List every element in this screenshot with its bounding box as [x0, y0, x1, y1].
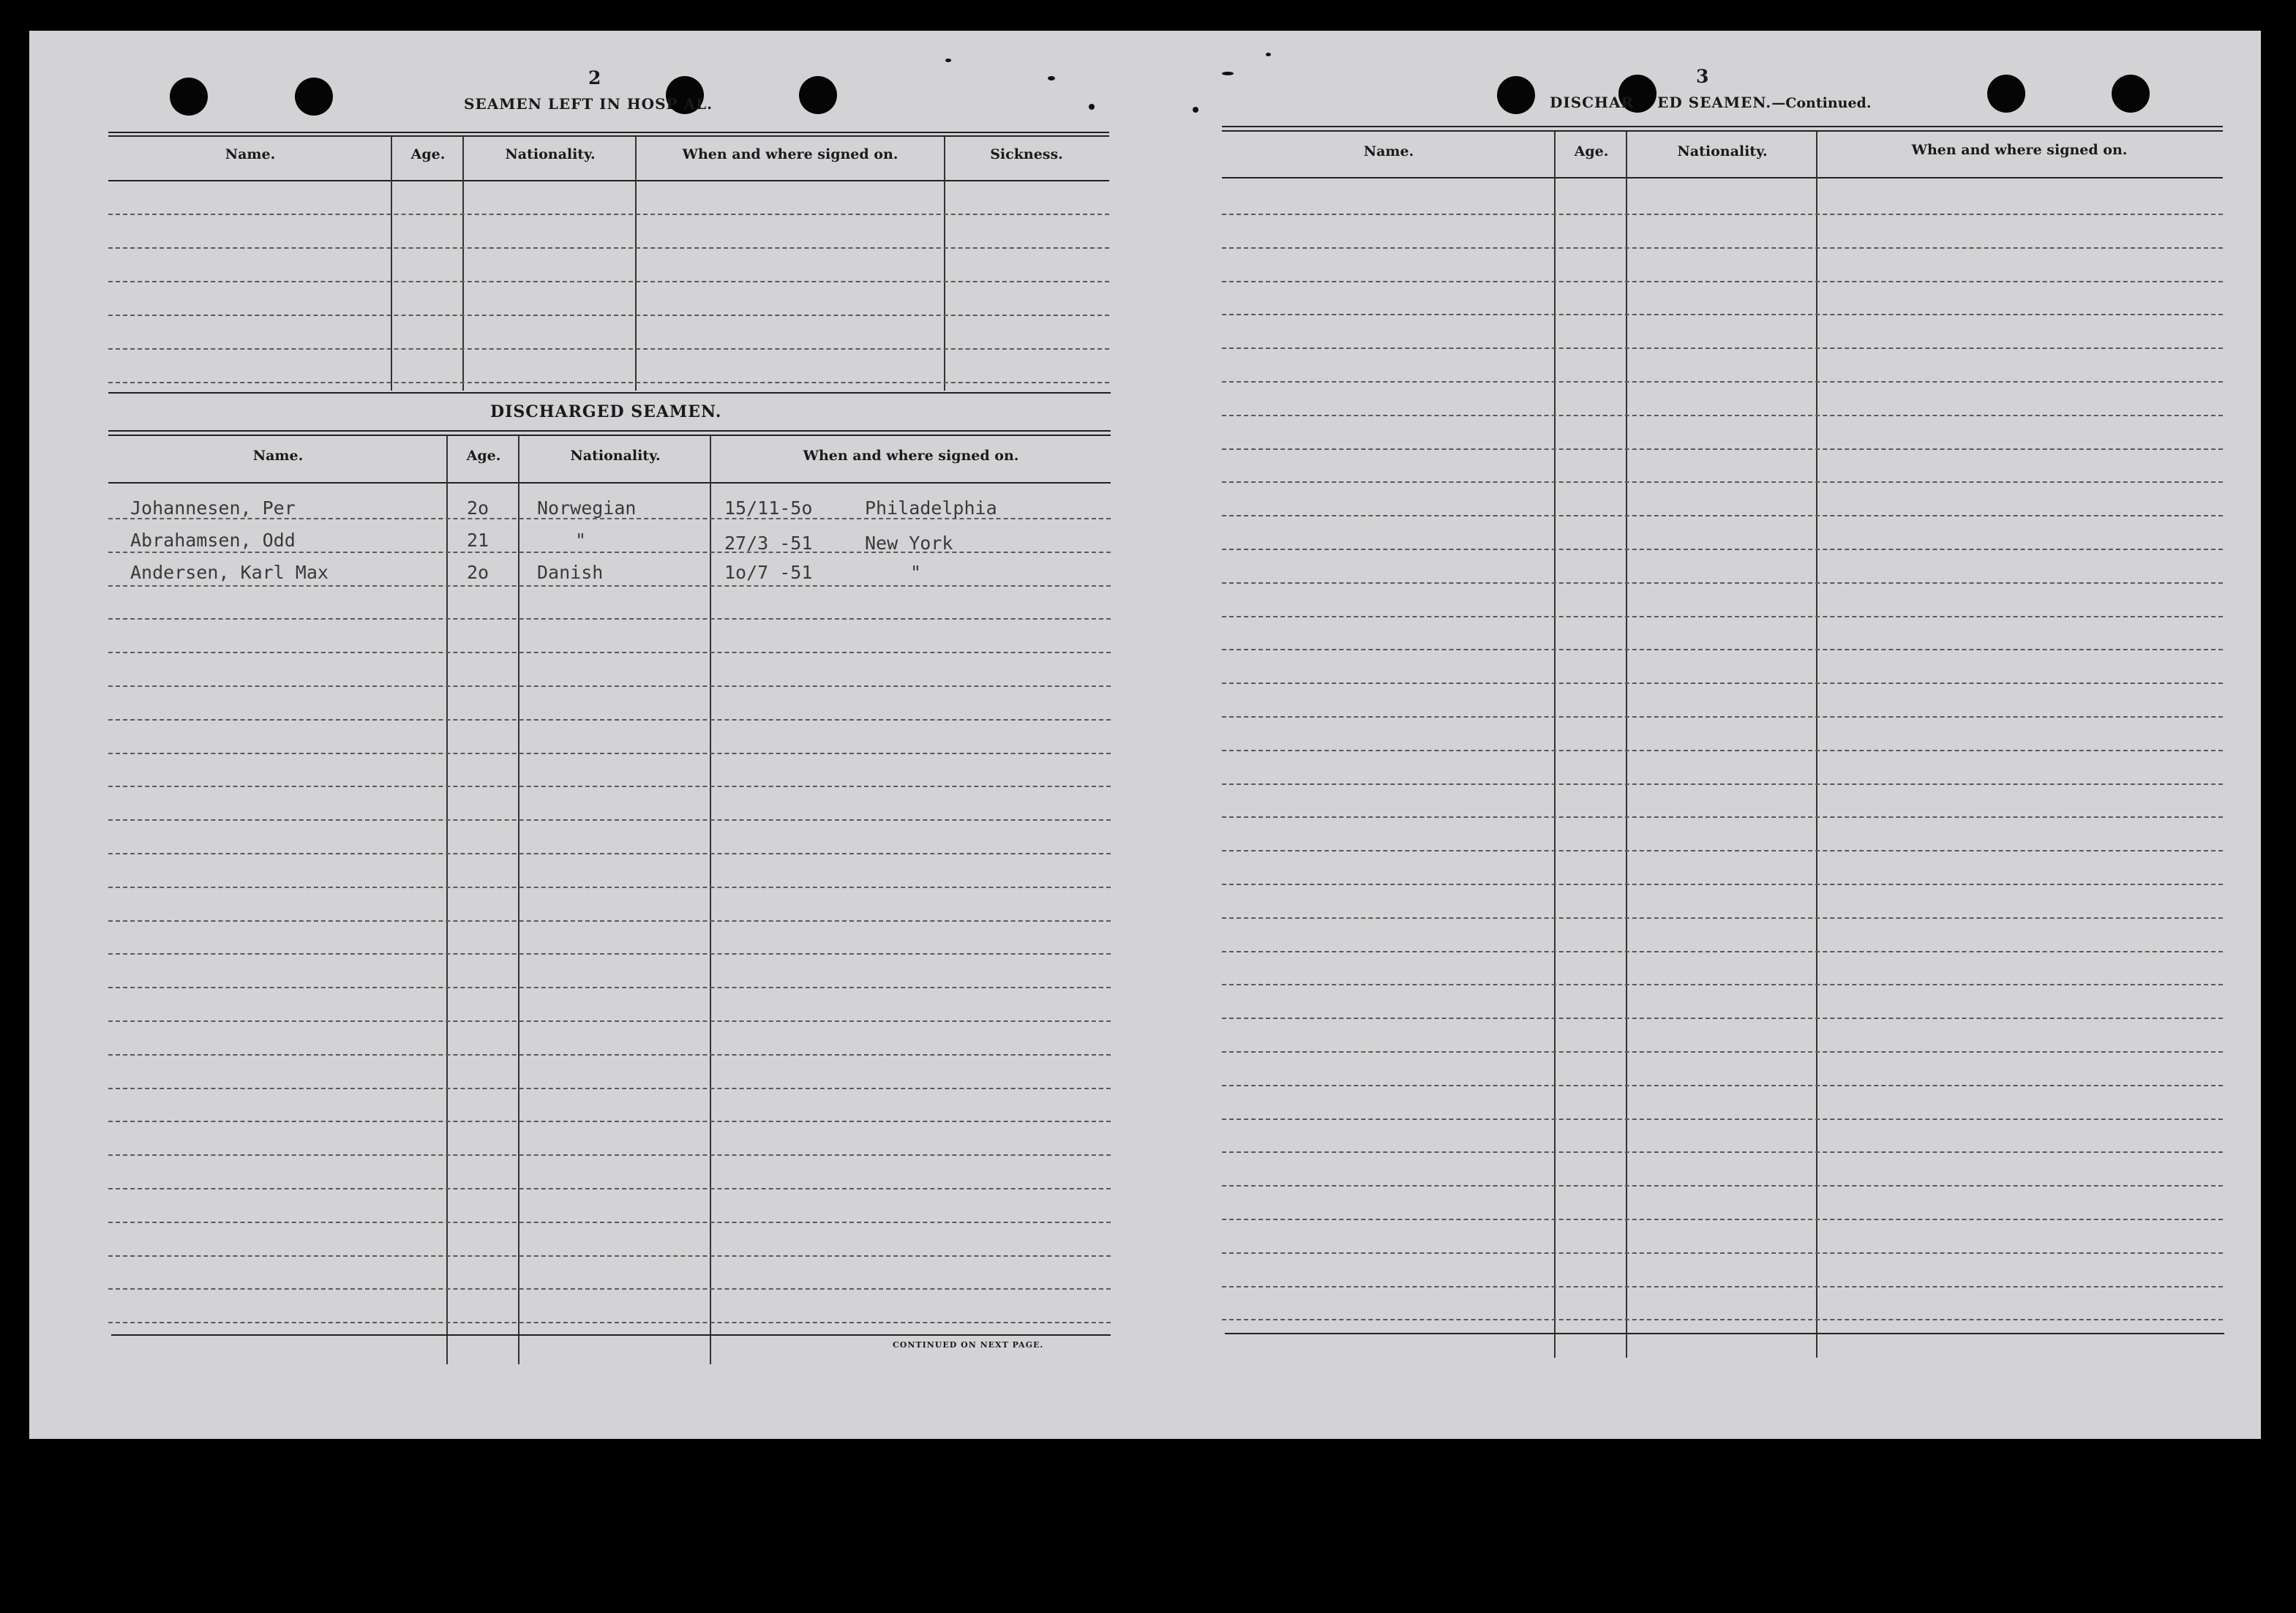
ruled-line [108, 920, 1111, 922]
ruled-line [108, 1054, 1111, 1056]
column-header-rule [108, 482, 1111, 484]
signed-on-date: 15/11-5o [724, 497, 813, 519]
signed-on-place: Philadelphia [865, 497, 997, 519]
col-header-signed-on: When and where signed on. [803, 448, 1019, 464]
seaman-age: 2o [467, 562, 489, 583]
column-divider [710, 435, 711, 1364]
left-page-number: 2 [588, 67, 601, 89]
ruled-line [108, 887, 1111, 888]
signed-on-date: 27/3 -51 [724, 533, 813, 554]
column-divider [635, 136, 637, 391]
ruled-line [1222, 1252, 2223, 1254]
column-header-rule [1222, 177, 2223, 178]
right-page-title [1550, 94, 1871, 111]
ruled-line [108, 618, 1111, 620]
ruled-line [108, 1121, 1111, 1122]
column-divider [1626, 132, 1627, 1358]
ruled-line [1222, 1319, 2223, 1320]
ruled-line [108, 281, 1109, 282]
section-rule [108, 430, 1111, 432]
ruled-line [108, 348, 1109, 350]
column-divider [462, 136, 464, 391]
column-divider [391, 136, 392, 391]
col-header-nationality: Nationality. [505, 146, 596, 162]
ruled-line [108, 1188, 1111, 1189]
col-header-nationality: Nationality. [1677, 143, 1768, 159]
ruled-line [108, 819, 1111, 821]
ruled-line [108, 987, 1111, 988]
column-divider [446, 435, 448, 1364]
ruled-line [1222, 1118, 2223, 1120]
left-page-title: SEAMEN LEFT IN HOSP AL. [464, 95, 713, 113]
title-continued: —Continued. [1771, 95, 1872, 111]
col-header-signed-on: When and where signed on. [682, 146, 898, 162]
ruled-line [1222, 850, 2223, 851]
ruled-line [1222, 1185, 2223, 1187]
bottom-rule [1225, 1333, 2224, 1334]
ruled-line [108, 382, 1109, 383]
seaman-nationality: Norwegian [537, 497, 637, 519]
ink-speck [1089, 104, 1095, 110]
ruled-line [1222, 716, 2223, 718]
signed-on-place: New York [865, 533, 953, 554]
seaman-nationality: " [575, 530, 587, 551]
ruled-line [108, 685, 1111, 687]
seaman-name: Abrahamsen, Odd [130, 530, 296, 551]
ruled-line [1222, 951, 2223, 952]
ruled-line [1222, 1085, 2223, 1086]
ruled-line [1222, 683, 2223, 684]
ruled-line [1222, 415, 2223, 416]
ruled-line [108, 786, 1111, 787]
title-part: ED SEAMEN. [1657, 94, 1772, 111]
ruled-line [108, 1288, 1111, 1290]
col-header-age: Age. [1574, 143, 1609, 159]
header-rule [1222, 126, 2223, 127]
seaman-age: 21 [467, 530, 489, 551]
ruled-line [1222, 984, 2223, 985]
punch-hole [1497, 76, 1535, 114]
ink-speck [1266, 53, 1271, 56]
seaman-name: Johannesen, Per [130, 497, 296, 519]
ruled-line [108, 953, 1111, 955]
title-part: DISCHAR [1550, 94, 1635, 111]
ruled-line [1222, 247, 2223, 249]
ruled-line [108, 247, 1109, 249]
col-header-signed-on: When and where signed on. [1911, 142, 2128, 158]
ruled-line [1222, 1219, 2223, 1220]
section-rule [108, 392, 1111, 394]
col-header-sickness: Sickness. [990, 146, 1063, 162]
column-divider [1554, 132, 1556, 1358]
ruled-line [108, 1322, 1111, 1323]
ruled-line [1222, 281, 2223, 282]
col-header-name: Name. [252, 448, 304, 464]
ruled-line [1222, 649, 2223, 650]
ruled-line [108, 1088, 1111, 1089]
column-divider [944, 136, 945, 391]
seaman-name: Andersen, Karl Max [130, 562, 329, 583]
col-header-age: Age. [466, 448, 501, 464]
right-page-number: 3 [1696, 66, 1709, 87]
document-sheet [29, 31, 2261, 1439]
col-header-name: Name. [1363, 143, 1414, 159]
bottom-rule [111, 1334, 1111, 1336]
ruled-line [108, 1255, 1111, 1257]
ruled-line [108, 1020, 1111, 1022]
ruled-line [108, 652, 1111, 653]
ruled-line [108, 719, 1111, 721]
ruled-line [1222, 1151, 2223, 1153]
ruled-line [1222, 783, 2223, 785]
signed-on-place: " [910, 562, 922, 583]
ink-speck [1193, 107, 1198, 113]
ruled-line [1222, 314, 2223, 315]
ruled-line [1222, 347, 2223, 349]
ruled-line [108, 753, 1111, 754]
column-divider [1816, 132, 1817, 1358]
ink-speck [1048, 76, 1055, 80]
continued-note: CONTINUED ON NEXT PAGE. [893, 1340, 1044, 1350]
ruled-line [1222, 549, 2223, 550]
ruled-line [1222, 214, 2223, 215]
signed-on-date: 1o/7 -51 [724, 562, 813, 583]
ruled-line [1222, 1286, 2223, 1287]
seaman-nationality: Danish [537, 562, 604, 583]
header-rule [1222, 130, 2223, 132]
ruled-line [108, 1154, 1111, 1156]
punch-hole [170, 78, 208, 116]
ruled-line [1222, 1018, 2223, 1019]
ruled-line [1222, 884, 2223, 885]
ruled-line [1222, 816, 2223, 818]
column-divider [518, 435, 519, 1364]
ruled-line [1222, 616, 2223, 617]
col-header-name: Name. [225, 146, 276, 162]
section-rule [108, 435, 1111, 436]
punch-hole [1987, 75, 2025, 113]
ink-speck [945, 59, 951, 62]
ruled-line [1222, 750, 2223, 751]
ruled-line [1222, 481, 2223, 483]
col-header-age: Age. [410, 146, 446, 162]
discharged-section-title: DISCHARGED SEAMEN. [490, 402, 722, 421]
ruled-line [1222, 448, 2223, 450]
col-header-nationality: Nationality. [570, 448, 661, 464]
ruled-line [1222, 582, 2223, 584]
ruled-line [108, 1222, 1111, 1223]
ruled-line [1222, 515, 2223, 516]
punch-hole [799, 76, 837, 114]
punch-hole [2112, 75, 2150, 113]
ruled-line [108, 214, 1109, 215]
ruled-line [108, 552, 1111, 553]
ink-speck [1222, 72, 1234, 75]
punch-hole [295, 78, 333, 116]
ruled-line [1222, 917, 2223, 919]
header-rule [108, 135, 1109, 137]
seaman-age: 2o [467, 497, 489, 519]
ruled-line [1222, 381, 2223, 383]
ruled-line [108, 585, 1111, 587]
ruled-line [108, 853, 1111, 854]
ruled-line [108, 315, 1109, 316]
column-header-rule [108, 180, 1109, 181]
ruled-line [1222, 1051, 2223, 1053]
header-rule [108, 132, 1109, 133]
